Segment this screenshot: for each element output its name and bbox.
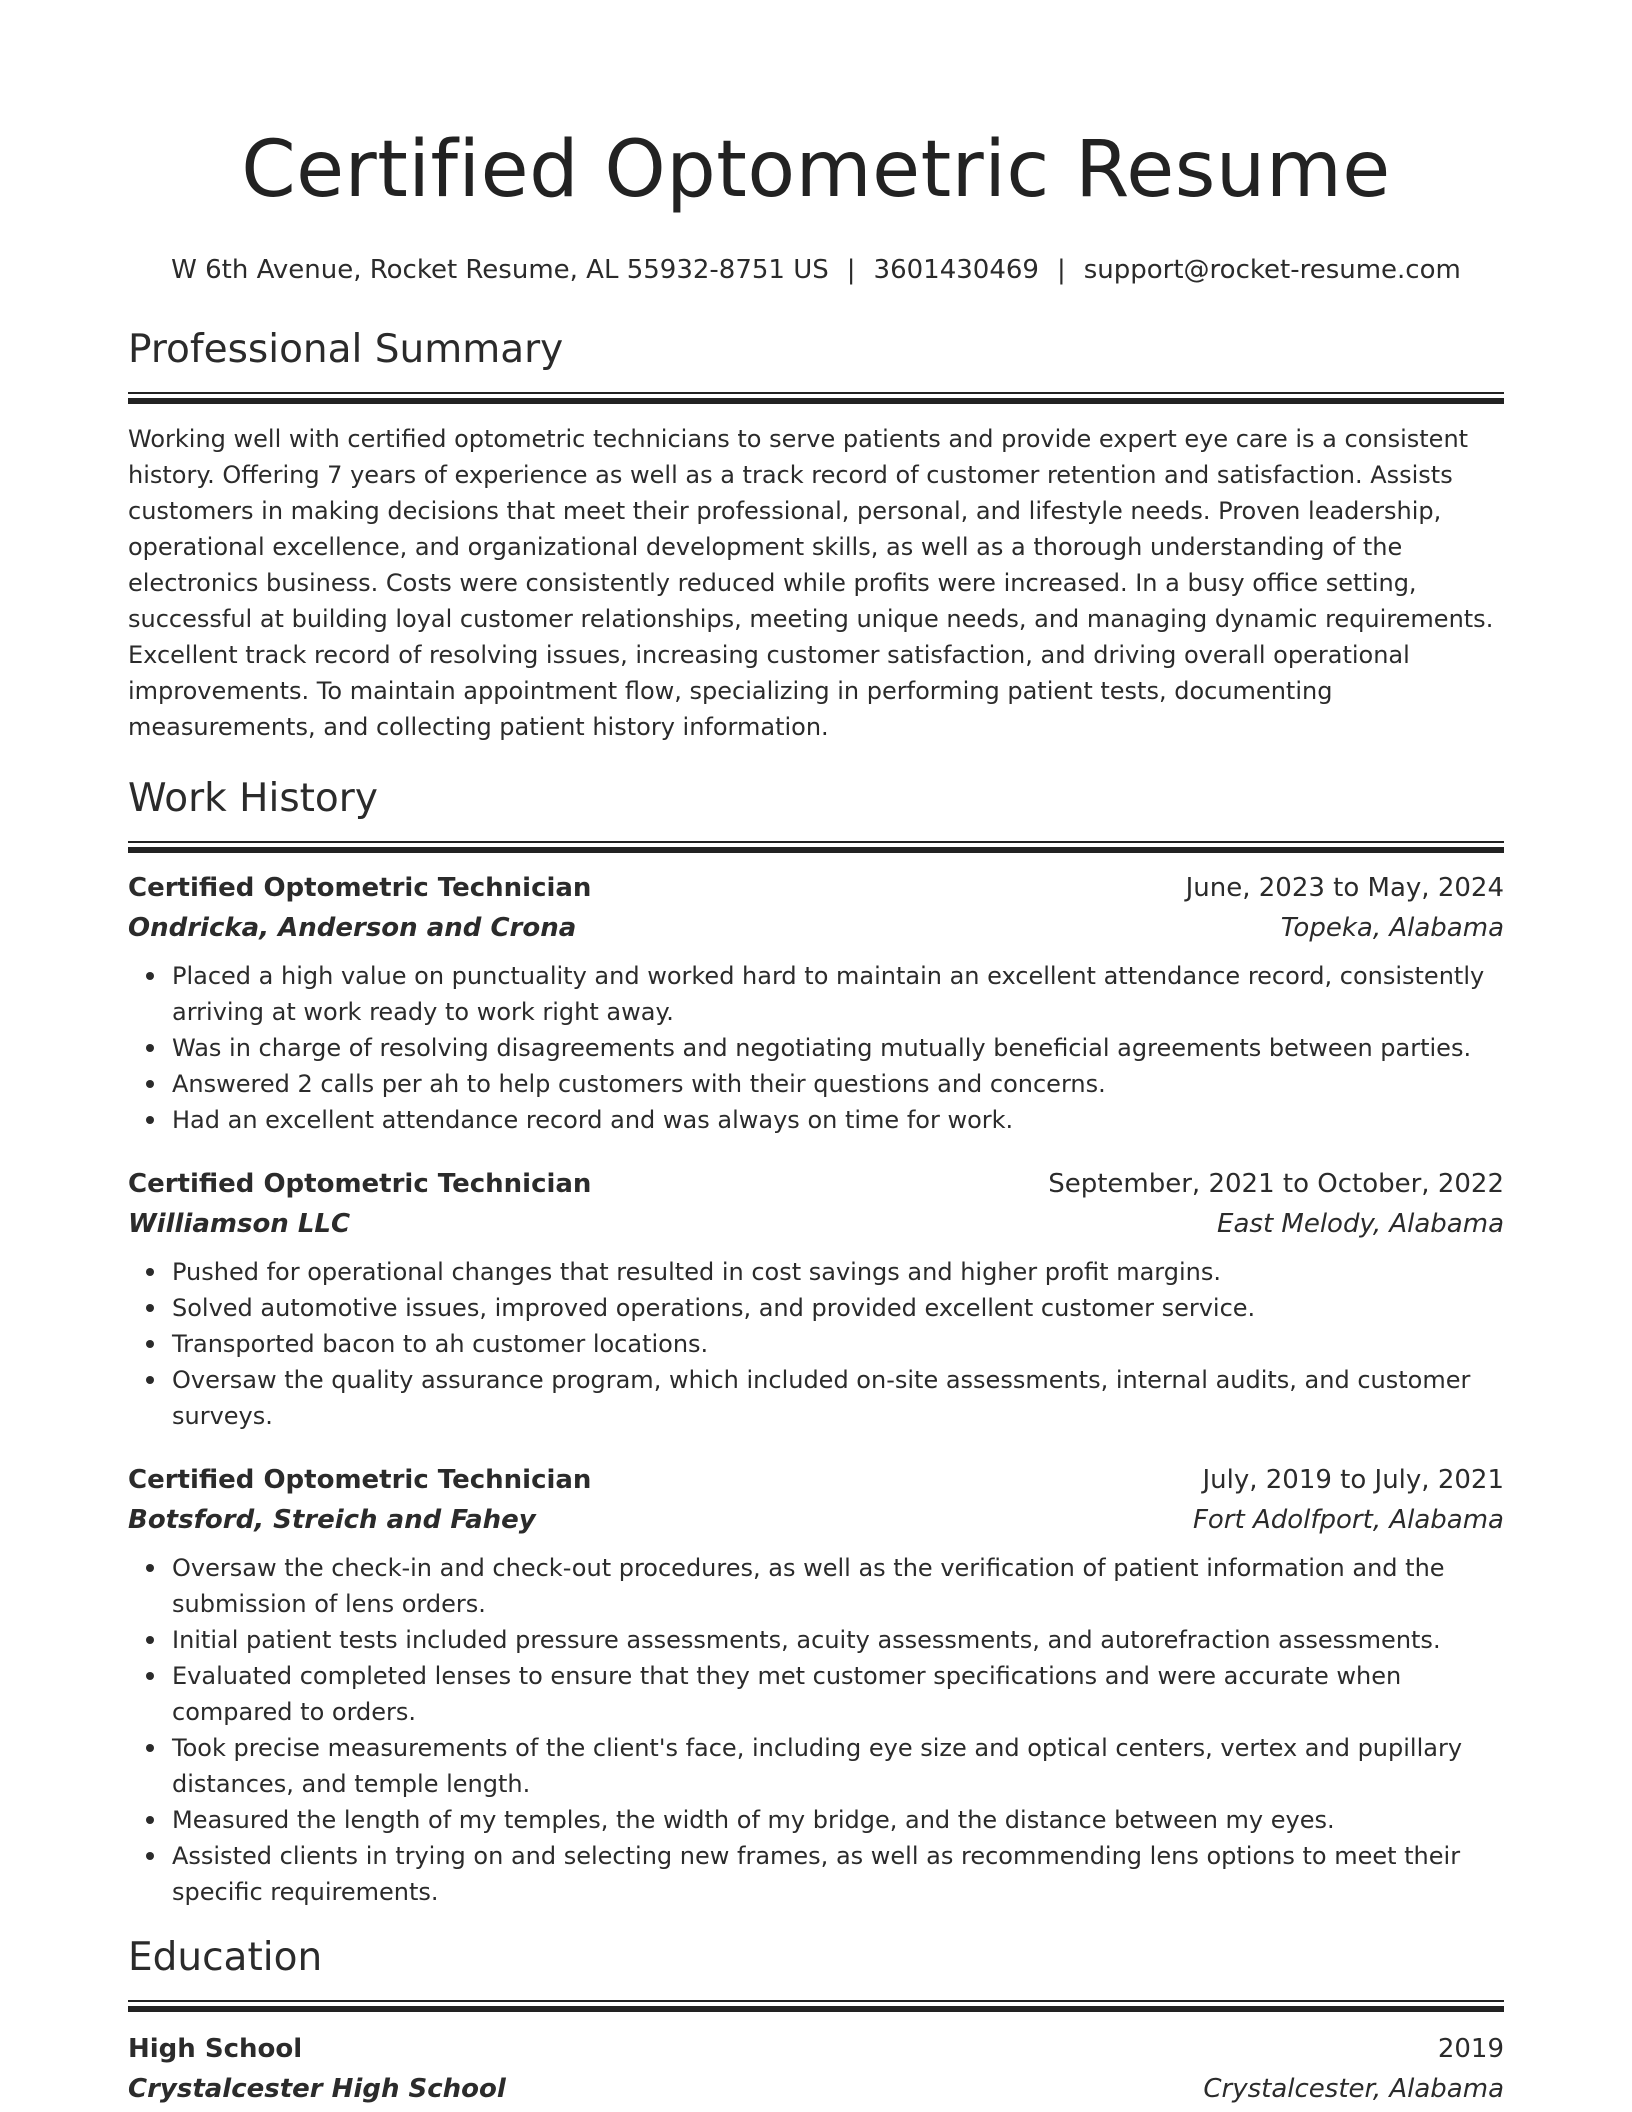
education-location: Crystalcester, Alabama [1203,2074,1504,2104]
job-header-row [128,1460,1504,1500]
job-company-row [128,1204,1504,1244]
job-company-row [128,908,1504,948]
education-entry [128,2029,1504,2109]
education-school: Crystalcester High School [128,2074,506,2104]
job-bullet: Solved automotive issues, improved operations, and provided excellent customer service. [172,1290,1504,1326]
job-header-row [128,868,1504,908]
job-bullet: Initial patient tests included pressure assessments, acuity assessments, and autorefraction assessments. [172,1622,1504,1658]
job-company-row [128,1500,1504,1540]
job-company: Ondricka, Anderson and Crona [128,913,577,943]
job-role: Certified Optometric Technician [128,1465,592,1495]
education-year: 2019 [1437,2034,1504,2064]
job-dates: June, 2023 to May, 2024 [1185,873,1504,903]
section-divider [128,2000,1504,2011]
section-title-summary: Professional Summary [128,327,564,372]
education-school-row [128,2069,1504,2109]
job-bullet: Had an excellent attendance record and was always on time for work. [172,1102,1504,1138]
job-bullet: Was in charge of resolving disagreements and negotiating mutually beneficial agreements between parties. [172,1030,1504,1066]
section-divider [128,392,1504,403]
job-dates: September, 2021 to October, 2022 [1048,1169,1504,1199]
job-location: Topeka, Alabama [1280,913,1504,943]
job-bullets [128,1550,1504,1910]
job-company: Botsford, Streich and Fahey [128,1505,536,1535]
contact-phone: 3601430469 [873,255,1039,285]
section-divider [128,841,1504,852]
job-bullets [128,958,1504,1138]
job-location: East Melody, Alabama [1217,1209,1504,1239]
job-entry [128,1164,1504,1434]
job-bullet: Assisted clients in trying on and selecting new frames, as well as recommending lens options to meet their specific requirements. [172,1838,1504,1910]
contact-separator: | [1056,255,1066,285]
job-bullet: Measured the length of my temples, the width of my bridge, and the distance between my eyes. [172,1802,1504,1838]
summary-text: Working well with certified optometric technicians to serve patients and provide expert eye care is a consistent history. Offering 7 years of experience as well as a track record of customer retention and satisfaction. Assists customers in making decisions that meet their professional, personal, and lifestyle needs. Proven leadership, operational excellence, and organizational development skills, as well as a thorough understanding of the electronics business. Costs were consistently reduced while profits were increased. In a busy office setting, successful at building loyal customer relationships, meeting unique needs, and managing dynamic requirements. Excellent track record of resolving issues, increasing customer satisfaction, and driving overall operational improvements. To maintain appointment flow, specializing in performing patient tests, documenting measurements, and collecting patient history information. [128,425,1494,741]
job-bullet: Pushed for operational changes that resulted in cost savings and higher profit margins. [172,1254,1504,1290]
resume-title: Certified Optometric Resume [241,125,1391,215]
section-title-work-history: Work History [128,776,378,821]
section-title-education: Education [128,1935,323,1980]
education-degree: High School [128,2034,303,2064]
job-location: Fort Adolfport, Alabama [1192,1505,1504,1535]
job-role: Certified Optometric Technician [128,873,592,903]
contact-line [128,252,1504,288]
job-bullet: Answered 2 calls per ah to help customers with their questions and concerns. [172,1066,1504,1102]
education-header-row [128,2029,1504,2069]
job-header-row [128,1164,1504,1204]
job-dates: July, 2019 to July, 2021 [1202,1465,1504,1495]
job-bullet: Oversaw the quality assurance program, which included on-site assessments, internal audits, and customer surveys. [172,1362,1504,1434]
work-history-section [128,773,1504,1910]
job-bullet: Evaluated completed lenses to ensure that they met customer specifications and were accurate when compared to orders. [172,1658,1504,1730]
job-entry [128,868,1504,1138]
job-bullet: Transported bacon to ah customer locations. [172,1326,1504,1362]
job-bullets [128,1254,1504,1434]
contact-address: W 6th Avenue, Rocket Resume, AL 55932-8751 US [171,255,829,285]
job-bullet: Oversaw the check-in and check-out procedures, as well as the verification of patient information and the submission of lens orders. [172,1550,1504,1622]
job-role: Certified Optometric Technician [128,1169,592,1199]
job-entry [128,1460,1504,1910]
job-bullet: Placed a high value on punctuality and worked hard to maintain an excellent attendance record, consistently arriving at work ready to work right away. [172,958,1504,1030]
education-section [128,1932,1504,2109]
contact-separator: | [846,255,856,285]
job-company: Williamson LLC [128,1209,351,1239]
job-bullet: Took precise measurements of the client's face, including eye size and optical centers, vertex and pupillary distances, and temple length. [172,1730,1504,1802]
summary-section [128,324,1504,745]
contact-email: support@rocket-resume.com [1083,255,1461,285]
